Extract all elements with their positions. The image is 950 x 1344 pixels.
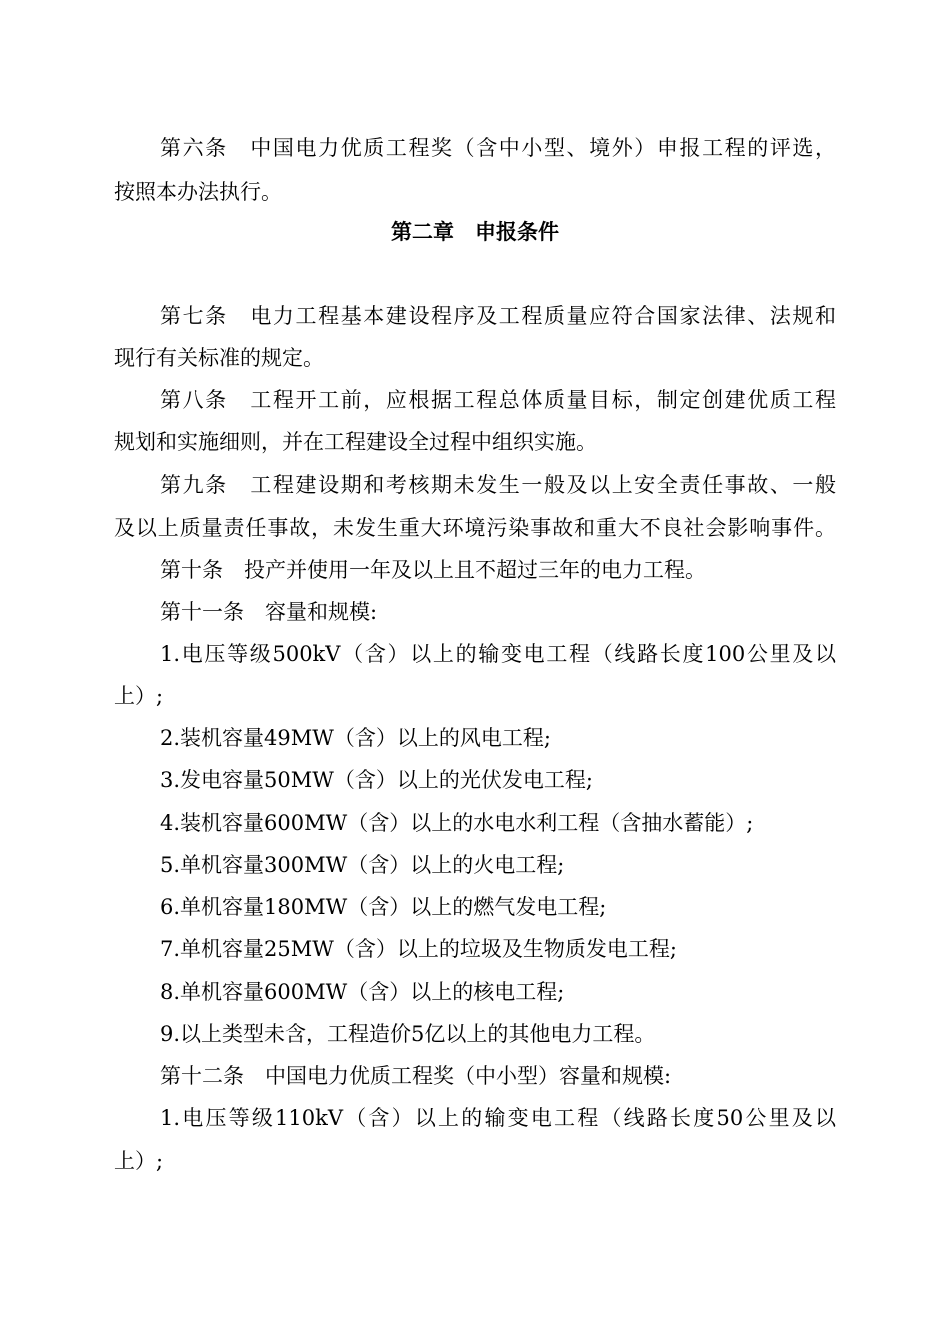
article-9-line-1: 第九条 工程建设期和考核期未发生一般及以上安全责任事故、一般 bbox=[160, 473, 836, 497]
article-11-item-8: 8.单机容量600MW（含）以上的核电工程; bbox=[160, 980, 565, 1004]
article-12-title: 第十二条 中国电力优质工程奖（中小型）容量和规模: bbox=[160, 1064, 672, 1088]
article-7-line-1: 第七条 电力工程基本建设程序及工程质量应符合国家法律、法规和 bbox=[160, 304, 836, 328]
chapter-heading: 第二章 申报条件 bbox=[391, 220, 559, 244]
article-11-item-7: 7.单机容量25MW（含）以上的垃圾及生物质发电工程; bbox=[160, 937, 677, 961]
article-11-item-3: 3.发电容量50MW（含）以上的光伏发电工程; bbox=[160, 768, 593, 792]
article-12-item-1-line-1: 1.电压等级110kV（含）以上的输变电工程（线路长度50公里及以 bbox=[160, 1106, 836, 1130]
article-11-item-5: 5.单机容量300MW（含）以上的火电工程; bbox=[160, 853, 565, 877]
article-11-title: 第十一条 容量和规模: bbox=[160, 600, 378, 624]
article-11-item-6: 6.单机容量180MW（含）以上的燃气发电工程; bbox=[160, 895, 607, 919]
article-9-line-2: 及以上质量责任事故，未发生重大环境污染事故和重大不良社会影响事件。 bbox=[114, 516, 836, 540]
article-11-item-2: 2.装机容量49MW（含）以上的风电工程; bbox=[160, 726, 551, 750]
article-8-line-2: 规划和实施细则，并在工程建设全过程中组织实施。 bbox=[114, 430, 597, 454]
article-12-item-1-line-2: 上）; bbox=[114, 1149, 164, 1173]
article-11-item-9: 9.以上类型未含，工程造价5亿以上的其他电力工程。 bbox=[160, 1022, 656, 1046]
article-6-line-1: 第六条 中国电力优质工程奖（含中小型、境外）申报工程的评选， bbox=[160, 136, 836, 160]
article-7-line-2: 现行有关标准的规定。 bbox=[114, 346, 324, 370]
article-11-item-4: 4.装机容量600MW（含）以上的水电水利工程（含抽水蓄能）; bbox=[160, 811, 754, 835]
article-8-line-1: 第八条 工程开工前，应根据工程总体质量目标，制定创建优质工程 bbox=[160, 388, 836, 412]
article-10-line-1: 第十条 投产并使用一年及以上且不超过三年的电力工程。 bbox=[160, 558, 706, 582]
article-11-item-1-line-1: 1.电压等级500kV（含）以上的输变电工程（线路长度100公里及以 bbox=[160, 642, 836, 666]
article-6-line-2: 按照本办法执行。 bbox=[114, 180, 282, 204]
article-11-item-1-line-2: 上）; bbox=[114, 684, 164, 708]
